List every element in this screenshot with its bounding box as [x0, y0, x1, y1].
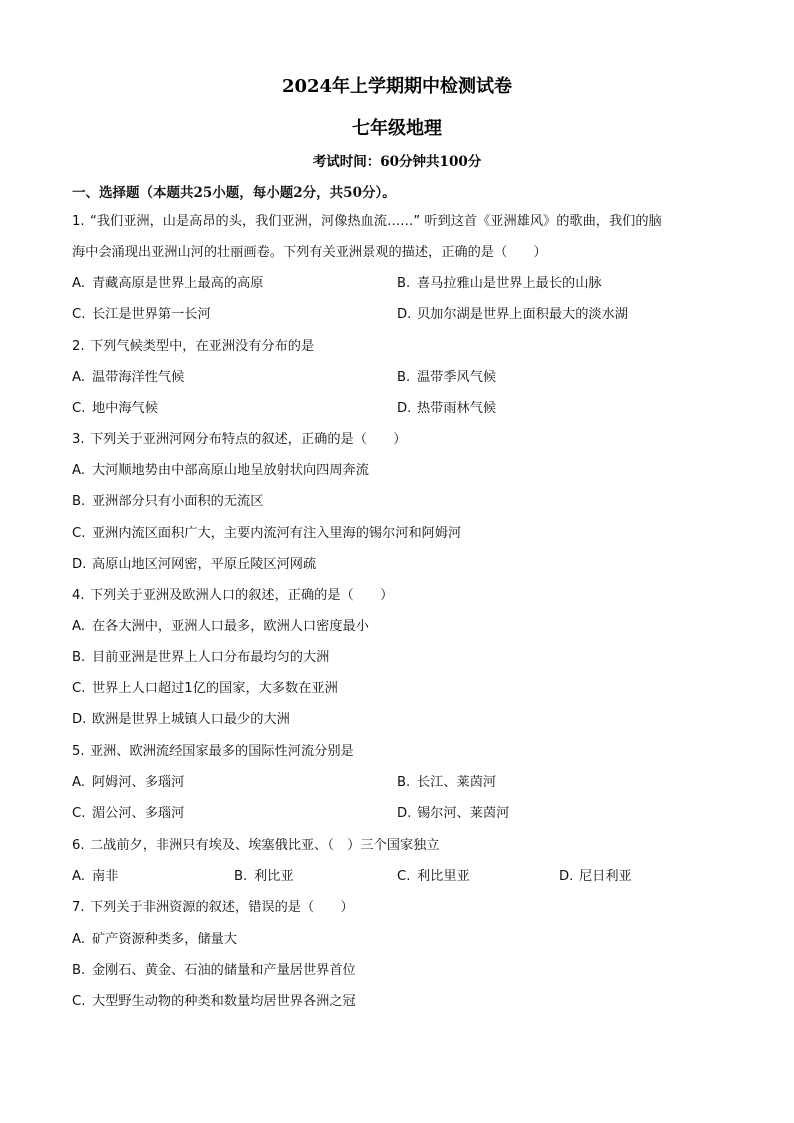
question-number: 1.	[72, 214, 85, 229]
question-3-option-d: D. 高原山地区河网密，平原丘陵区河网疏	[72, 557, 317, 572]
question-5-option-d: D. 锡尔河、莱茵河	[397, 806, 510, 821]
question-text: 二战前夕，非洲只有埃及、埃塞俄比亚、（ ）三个国家独立	[90, 838, 440, 853]
question-2-option-d: D. 热带雨林气候	[397, 401, 497, 416]
question-number: 4.	[72, 588, 85, 603]
question-5-stem	[72, 742, 354, 762]
question-1-option-b: B. 喜马拉雅山是世界上最长的山脉	[397, 276, 602, 291]
question-6-option-c: C. 利比里亚	[397, 869, 470, 884]
exam-title: 2024年上学期期中检测试卷	[281, 76, 513, 97]
question-1-option-c: C. 长江是世界第一长河	[72, 307, 211, 322]
question-1-option-d: D. 贝加尔湖是世界上面积最大的淡水湖	[397, 307, 628, 322]
question-6-option-d: D. 尼日利亚	[559, 869, 632, 884]
section-heading: 一、选择题（本题共25小题，每小题2分，共50分）。	[72, 185, 396, 201]
question-1-stem-continued: 海中会涌现出亚洲山河的壮丽画卷。下列有关亚洲景观的描述，正确的是（ ）	[72, 245, 547, 260]
question-text: 下列关于亚洲及欧洲人口的叙述，正确的是（ ）	[90, 588, 394, 603]
question-text: “我们亚洲，山是高昂的头，我们亚洲，河像热血流……” 听到这首《亚洲雄风》的歌曲，我们的脑	[90, 214, 662, 229]
question-7-stem	[72, 898, 354, 918]
question-3-stem	[72, 430, 407, 450]
question-6-option-b: B. 利比亚	[234, 869, 294, 884]
question-2-option-c: C. 地中海气候	[72, 401, 158, 416]
question-3-option-c: C. 亚洲内流区面积广大，主要内流河有注入里海的锡尔河和阿姆河	[72, 526, 462, 541]
question-2-stem	[72, 337, 314, 357]
question-7-option-c: C. 大型野生动物的种类和数量均居世界各洲之冠	[72, 994, 356, 1009]
question-3-option-a: A. 大河顺地势由中部高原山地呈放射状向四周奔流	[72, 463, 369, 478]
question-2-option-a: A. 温带海洋性气候	[72, 370, 185, 385]
question-1-stem	[72, 212, 662, 232]
question-5-option-c: C. 湄公河、多瑙河	[72, 806, 185, 821]
question-text: 亚洲、欧洲流经国家最多的国际性河流分别是	[90, 744, 354, 759]
question-5-option-b: B. 长江、莱茵河	[397, 775, 497, 790]
question-number: 6.	[72, 838, 85, 853]
question-4-option-c: C. 世界上人口超过1亿的国家，大多数在亚洲	[72, 681, 338, 696]
question-number: 3.	[72, 432, 85, 447]
question-6-stem	[72, 836, 439, 856]
question-7-option-b: B. 金刚石、黄金、石油的储量和产量居世界首位	[72, 963, 356, 978]
question-number: 5.	[72, 744, 85, 759]
question-6-option-a: A. 南非	[72, 869, 119, 884]
question-1-option-a: A. 青藏高原是世界上最高的高原	[72, 276, 264, 291]
question-number: 2.	[72, 339, 85, 354]
exam-info: 考试时间：60分钟共100分	[312, 154, 482, 170]
question-3-option-b: B. 亚洲部分只有小面积的无流区	[72, 494, 264, 509]
question-text: 下列关于亚洲河网分布特点的叙述，正确的是（ ）	[90, 432, 407, 447]
question-4-option-b: B. 目前亚洲是世界上人口分布最均匀的大洲	[72, 650, 330, 665]
question-2-option-b: B. 温带季风气候	[397, 370, 497, 385]
question-number: 7.	[72, 900, 85, 915]
question-7-option-a: A. 矿产资源种类多，储量大	[72, 932, 238, 947]
question-text: 下列气候类型中，在亚洲没有分布的是	[90, 339, 315, 354]
question-4-option-a: A. 在各大洲中，亚洲人口最多，欧洲人口密度最小	[72, 619, 369, 634]
exam-subject: 七年级地理	[352, 118, 442, 139]
question-5-option-a: A. 阿姆河、多瑙河	[72, 775, 185, 790]
question-4-option-d: D. 欧洲是世界上城镇人口最少的大洲	[72, 712, 290, 727]
question-text: 下列关于非洲资源的叙述，错误的是（ ）	[90, 900, 354, 915]
question-4-stem	[72, 586, 393, 606]
